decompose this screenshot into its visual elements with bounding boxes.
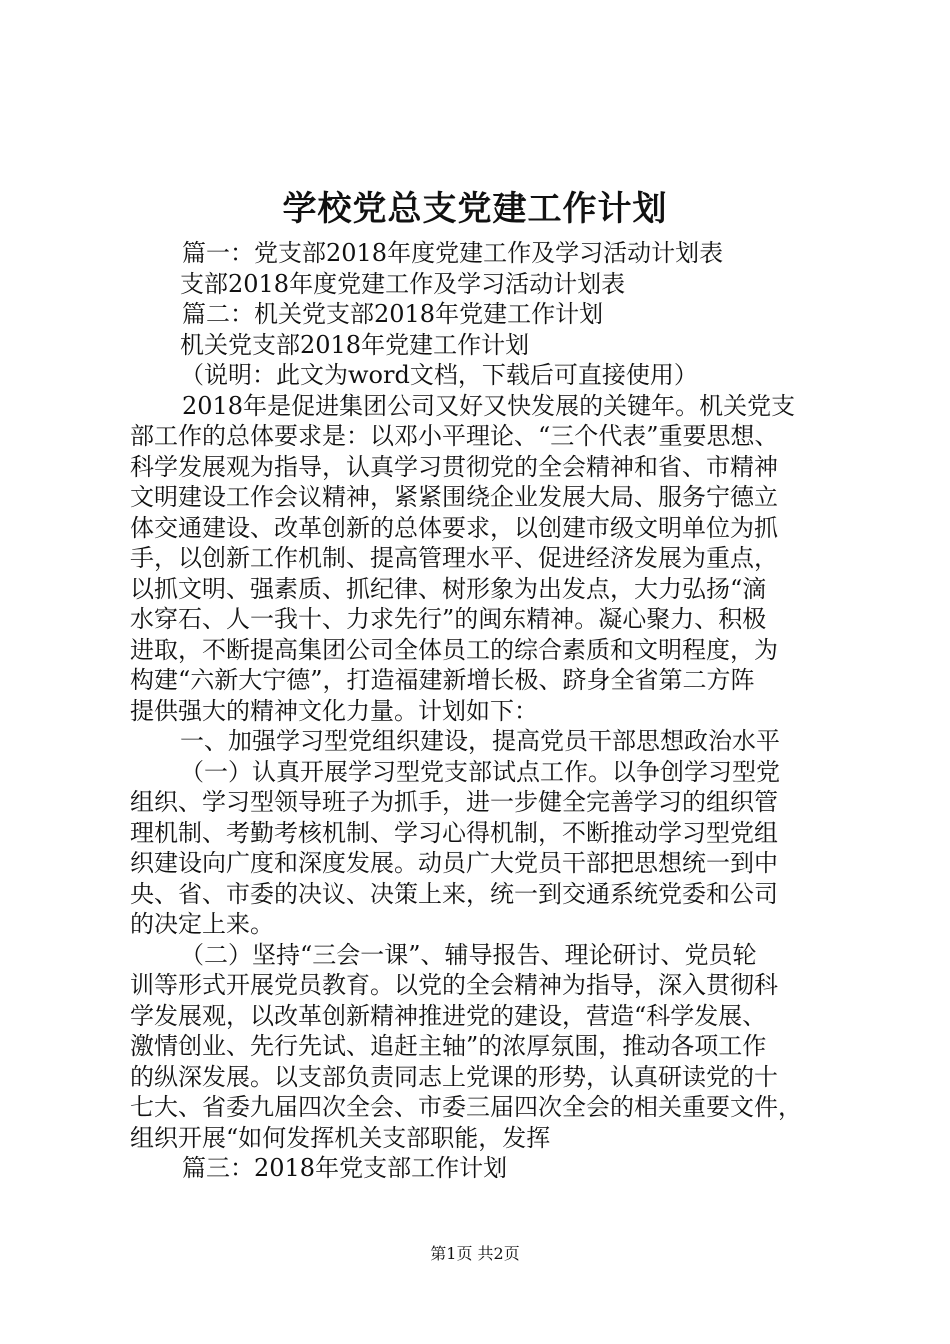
section-heading: 一、加强学习型党组织建设，提高党员干部思想政治水平 xyxy=(180,727,780,755)
text-line: 篇一：党支部2018年度党建工作及学习活动计划表 xyxy=(182,239,724,267)
text-line: （说明：此文为word文档，下载后可直接使用） xyxy=(180,361,698,389)
text-line: 部工作的总体要求是：以邓小平理论、“三个代表”重要思想、 xyxy=(130,422,779,450)
text-line: 激情创业、先行先试、追赶主轴”的浓厚氛围，推动各项工作 xyxy=(130,1032,767,1060)
text-line: 构建“六新大宁德”，打造福建新增长极、跻身全省第二方阵 xyxy=(130,666,755,694)
text-line: 以抓文明、强素质、抓纪律、树形象为出发点，大力弘扬“滴 xyxy=(130,575,767,603)
page-footer: 第1页 共2页 xyxy=(430,1244,520,1263)
text-line: 学发展观，以改革创新精神推进党的建设，营造“科学发展、 xyxy=(130,1002,767,1030)
text-line: 2018年是促进集团公司又好又快发展的关键年。机关党支 xyxy=(182,392,796,420)
text-line: 的纵深发展。以支部负责同志上党课的形势，认真研读党的十 xyxy=(130,1063,778,1091)
text-line: 科学发展观为指导，认真学习贯彻党的全会精神和省、市精神 xyxy=(130,453,778,481)
text-line: 七大、省委九届四次全会、市委三届四次全会的相关重要文件， xyxy=(130,1093,802,1121)
text-line: 织建设向广度和深度发展。动员广大党员干部把思想统一到中 xyxy=(130,849,778,877)
text-line: 体交通建设、改革创新的总体要求，以创建市级文明单位为抓 xyxy=(130,514,778,542)
text-line: （一）认真开展学习型党支部试点工作。以争创学习型党 xyxy=(180,758,780,786)
text-line: 的决定上来。 xyxy=(130,910,274,938)
text-line: 文明建设工作会议精神，紧紧围绕企业发展大局、服务宁德立 xyxy=(130,483,778,511)
text-line: 进取，不断提高集团公司全体员工的综合素质和文明程度，为 xyxy=(130,636,778,664)
text-line: 提供强大的精神文化力量。计划如下： xyxy=(130,697,538,725)
text-line: 篇二：机关党支部2018年党建工作计划 xyxy=(182,300,604,328)
document-title: 学校党总支党建工作计划 xyxy=(282,189,668,229)
text-line: 水穿石、人一我十、力求先行”的闽东精神。凝心聚力、积极 xyxy=(130,605,767,633)
text-line: （二）坚持“三会一课”、辅导报告、理论研讨、党员轮 xyxy=(180,941,757,969)
text-line: 组织、学习型领导班子为抓手，进一步健全完善学习的组织管 xyxy=(130,788,778,816)
text-line: 篇三：2018年党支部工作计划 xyxy=(182,1154,508,1182)
text-line: 理机制、考勤考核机制、学习心得机制，不断推动学习型党组 xyxy=(130,819,778,847)
text-line: 训等形式开展党员教育。以党的全会精神为指导，深入贯彻科 xyxy=(130,971,778,999)
text-line: 央、省、市委的决议、决策上来，统一到交通系统党委和公司 xyxy=(130,880,778,908)
text-line: 手，以创新工作机制、提高管理水平、促进经济发展为重点， xyxy=(130,544,778,572)
text-line: 机关党支部2018年党建工作计划 xyxy=(180,331,530,359)
text-line: 支部2018年度党建工作及学习活动计划表 xyxy=(180,270,626,298)
text-line: 组织开展“如何发挥机关支部职能，发挥 xyxy=(130,1124,551,1152)
